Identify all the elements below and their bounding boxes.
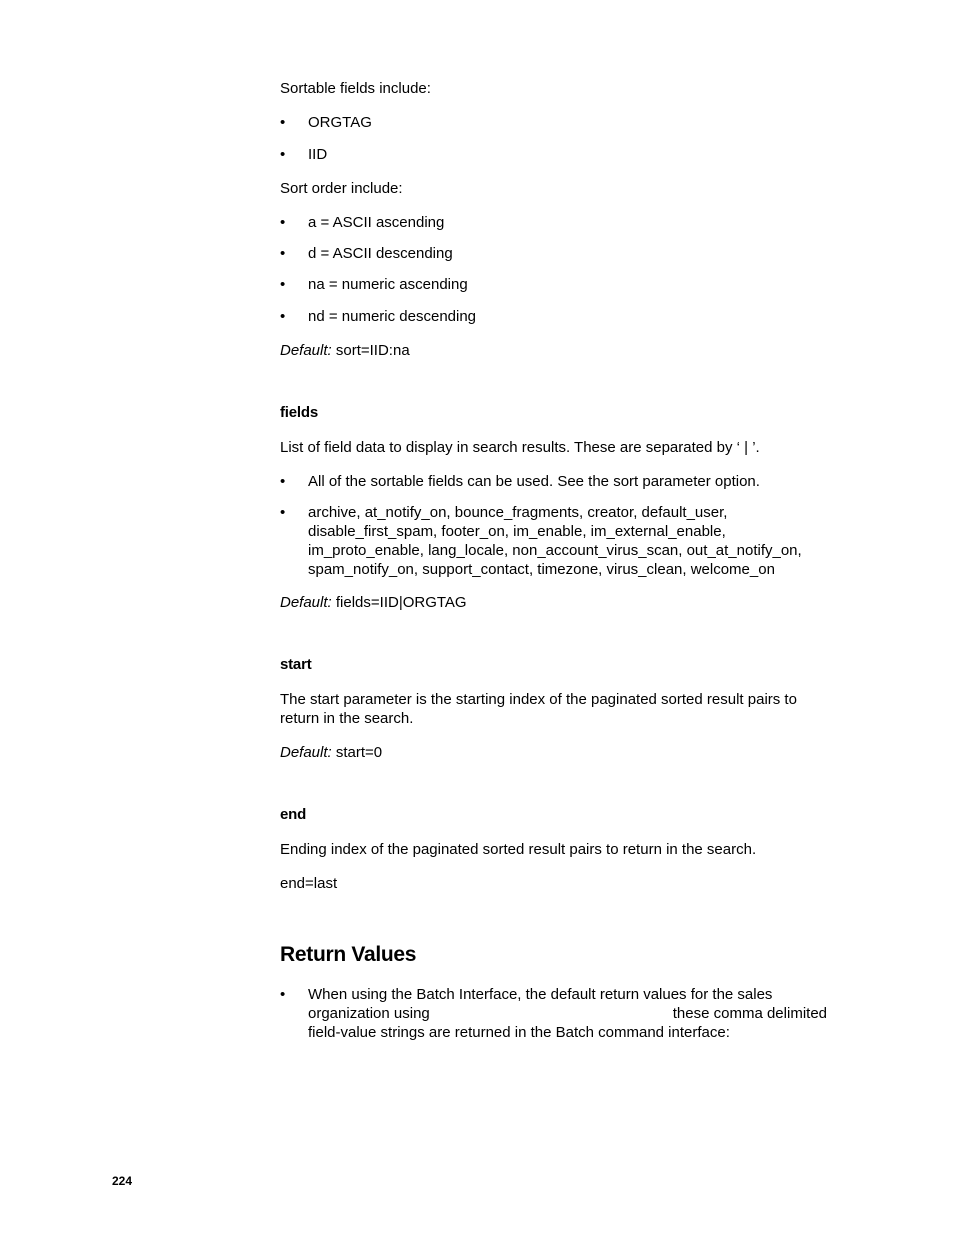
end-description: Ending index of the paginated sorted result pairs to return in the search.: [280, 841, 757, 858]
bullet: •: [280, 146, 286, 163]
list-item-text: [308, 985, 840, 1042]
fields-description: List of field data to display in search results. These are separated by ‘ | ’.: [280, 439, 760, 456]
default-value: start=0: [331, 744, 383, 761]
return-values-heading: Return Values: [280, 943, 417, 966]
start-description: The start parameter is the starting index of the paginated sorted result pairs to return in the search.: [280, 691, 797, 727]
bullet: •: [280, 986, 286, 1003]
fields-heading: fields: [280, 404, 318, 421]
list-item-text: na = numeric ascending: [308, 276, 468, 293]
default-label: Default:: [280, 342, 332, 359]
list-item-text: archive, at_notify_on, bounce_fragments, creator, default_user, disable_first_spam, footer_on, im_enable, im_external_enable, im_proto_enable, lang_locale, non_account_virus_scan, out_at_notify_on, spam_notify_on, support_contact, timezone, virus_clean, welcome_on: [308, 504, 802, 578]
list-item-text: IID: [308, 146, 328, 163]
bullet: •: [280, 308, 286, 325]
list-item-text: a = ASCII ascending: [308, 214, 445, 231]
page-number: 224: [112, 1174, 133, 1188]
list-item-text: All of the sortable fields can be used. See the sort parameter option.: [308, 473, 760, 490]
bullet: •: [280, 504, 286, 521]
default-label: Default:: [280, 594, 332, 611]
list-item-text: d = ASCII descending: [308, 245, 453, 262]
list-item-text: nd = numeric descending: [308, 308, 477, 325]
bullet: •: [280, 473, 286, 490]
bullet: •: [280, 114, 286, 131]
end-value: end=last: [280, 875, 338, 892]
sort-default: [280, 341, 840, 360]
end-heading: end: [280, 806, 307, 823]
sort-order-intro: Sort order include:: [280, 180, 403, 197]
return-values-text-part1: When using the Batch Interface, the default return values for the sales organization using: [308, 986, 773, 1022]
default-value: sort=IID:na: [331, 342, 410, 359]
bullet: •: [280, 214, 286, 231]
sortable-fields-intro: Sortable fields include:: [280, 80, 431, 97]
bullet: •: [280, 245, 286, 262]
default-label: Default:: [280, 744, 332, 761]
start-heading: start: [280, 656, 312, 673]
return-values-text-part2: these comma delimited field-value strings are returned in the Batch command interface:: [308, 1005, 827, 1041]
default-value: fields=IID|ORGTAG: [331, 594, 467, 611]
start-default: [280, 743, 840, 762]
bullet: •: [280, 276, 286, 293]
fields-default: [280, 593, 840, 612]
list-item-text: ORGTAG: [308, 114, 372, 131]
